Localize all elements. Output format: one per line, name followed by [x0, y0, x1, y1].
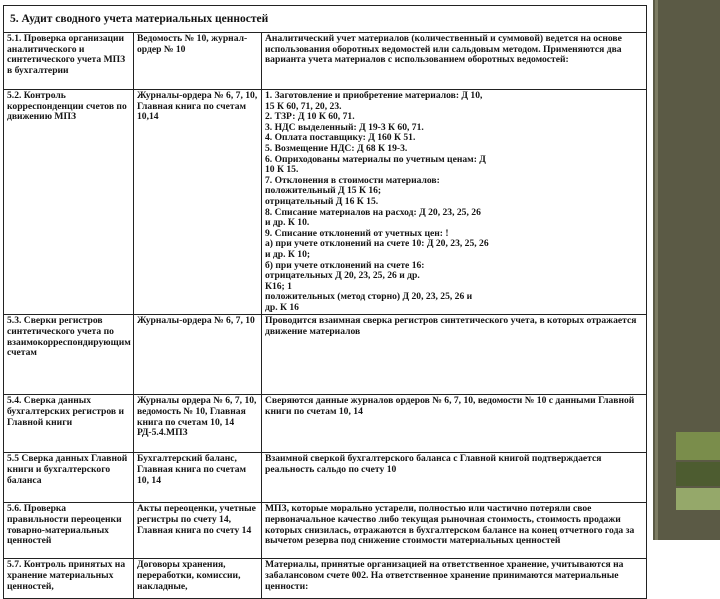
content-cell: Проводится взаимная сверка регистров синтетического учета, в которых отражается движение материалов	[262, 315, 647, 395]
decor-block-1	[676, 432, 720, 460]
sources-cell: Бухгалтерский баланс, Главная книга по счетам 10, 14	[134, 453, 262, 503]
content-cell: Взаимной сверкой бухгалтерского баланса с Главной книгой подтверждается реальность сальдо по счету 10	[262, 453, 647, 503]
table-row	[4, 395, 647, 453]
sources-cell: Акты переоценки, учетные регистры по счету 14, Главная книга по счету 14	[134, 503, 262, 559]
content-cell: Аналитический учет материалов (количественный и суммовой) ведется на основе использования оборотных ведомостей или сальдовым методом. Применяются два варианта учета материалов с использованием оборотных ведомостей:	[262, 33, 647, 90]
sources-cell: Ведомость № 10, журнал- ордер № 10	[134, 33, 262, 90]
sources-cell: Журналы-ордера № 6, 7, 10, Главная книга по счетам 10,14	[134, 90, 262, 315]
document-title: 5. Аудит сводного учета материальных ценностей	[3, 5, 647, 32]
side-panel-accent-line	[655, 0, 658, 540]
table-row	[4, 559, 647, 599]
decor-block-2	[676, 462, 720, 486]
section-cell: 5.2. Контроль корреспонденции счетов по движению МПЗ	[4, 90, 134, 315]
table-row	[4, 90, 647, 315]
section-cell: 5.1. Проверка организации аналитического и синтетического учета МПЗ в бухгалтерии	[4, 33, 134, 90]
section-cell: 5.6. Проверка правильности переоценки товарно-материальных ценностей	[4, 503, 134, 559]
table-row	[4, 453, 647, 503]
audit-table	[3, 32, 647, 599]
content-cell: 1. Заготовление и приобретение материалов: Д 10, 15 К 60, 71, 20, 23. 2. ТЗР: Д 10 К 60, 71. 3. НДС выделенный: Д 19-3 К 60, 71. 4. Оплата поставщику: Д 160 К 51. 5. Возмещение НДС: Д 68 К 19-3. 6. Оприходованы материалы по учетным ценам: Д 10 К 15. 7. Отклонения в стоимости материалов: положительный Д 15 К 16; отрицательный Д 16 К 15. 8. Списание материалов на расход: Д 20, 23, 25, 26 и др. К 10. 9. Списание отклонений от учетных цен: ! а) при учете отклонений на счете 10: Д 20, 23, 25, 26 и др. К 10; б) при учете отклонений на счете 16: отрицательных Д 20, 23, 25, 26 и др. К16; 1 положительных (метод сторно) Д 20, 23, 25, 26 и др. К 16	[262, 90, 647, 315]
sources-cell: Договоры хранения, переработки, комиссии, накладные,	[134, 559, 262, 599]
content-cell: МПЗ, которые морально устарели, полностью или частично потеряли свое первоначальное качество либо текущая рыночная стоимость, стоимость продажи которых снизилась, отражаются в бухгалтерском балансе на конец отчетного года за вычетом резерва под снижение стоимости материальных ценностей	[262, 503, 647, 559]
sources-cell: Журналы-ордера № 6, 7, 10	[134, 315, 262, 395]
document-sheet	[3, 5, 647, 592]
content-cell: Сверяются данные журналов ордеров № 6, 7, 10, ведомости № 10 с данными Главной книги по счетам 10, 14	[262, 395, 647, 453]
section-cell: 5.7. Контроль принятых на хранение материальных ценностей,	[4, 559, 134, 599]
section-cell: 5.3. Сверки регистров синтетического учета по взаимокорреспондирующим счетам	[4, 315, 134, 395]
section-cell: 5.4. Сверка данных бухгалтерских регистров и Главной книги	[4, 395, 134, 453]
table-row	[4, 315, 647, 395]
sources-cell: Журналы ордера № 6, 7, 10, ведомость № 10, Главная книга по счетам 10, 14 РД-5.4.МПЗ	[134, 395, 262, 453]
table-row	[4, 503, 647, 559]
table-row	[4, 33, 647, 90]
decor-block-3	[676, 488, 720, 510]
section-cell: 5.5 Сверка данных Главной книги и бухгалтерского баланса	[4, 453, 134, 503]
content-cell: Материалы, принятые организацией на ответственное хранение, учитываются на забалансовом счете 002. На ответственное хранение принимаются материальные ценности:	[262, 559, 647, 599]
